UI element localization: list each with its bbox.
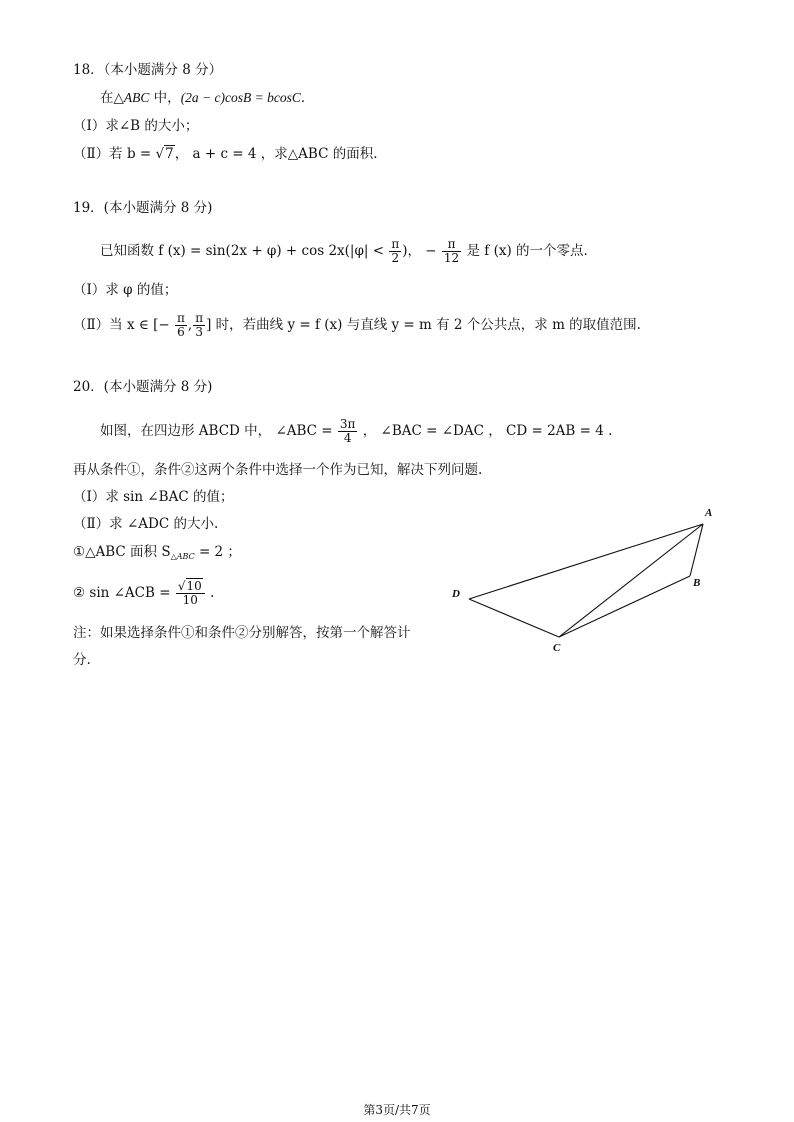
q18-stem-mid: 中， <box>149 90 181 106</box>
q19-frac2-den: 12 <box>443 251 460 265</box>
q20-part1: （Ⅰ）求 sin ∠BAC 的值； <box>73 489 234 505</box>
q18-header: 18．（本小题满分 8 分） <box>73 62 223 78</box>
q18-part2: （Ⅱ）若 b = √7， a + c = 4 ，求△ABC 的面积. <box>73 146 378 162</box>
q19-p2-frac1-num: π <box>177 311 185 325</box>
q20-note-line-1: 注：如果选择条件①和条件②分别解答，按第一个解答计 <box>73 625 411 641</box>
q20-part2: （Ⅱ）求 ∠ADC 的大小. <box>73 516 219 532</box>
q19-p2-frac1-den: 6 <box>177 325 185 339</box>
q19-frac1-num: π <box>391 237 400 251</box>
q20-cond2-prefix: ② sin ∠ACB = <box>73 585 175 601</box>
q20-cond2-suffix: . <box>205 585 215 601</box>
vertex-label-c: C <box>553 642 561 654</box>
q20-cond2-den: 10 <box>182 593 198 607</box>
q20-frac-num: 3π <box>339 417 356 431</box>
q20-cond2-sqrt-value: 10 <box>186 579 202 593</box>
q19-part2-suffix: ] 时，若曲线 y = f (x) 与直线 y = m 有 2 个公共点，求 m 的取值范围. <box>206 317 641 333</box>
q18-stem-end: ． <box>300 90 315 106</box>
vertex-label-a: A <box>705 507 713 519</box>
q20-frac-den: 4 <box>343 431 352 445</box>
edge-da <box>469 524 703 599</box>
q19-part1: （Ⅰ）求 φ 的值； <box>73 282 178 298</box>
q18-part2-prefix: （Ⅱ）若 b = <box>73 146 156 162</box>
q19-p2-frac2-num: π <box>195 311 204 325</box>
q20-condition-1 <box>73 543 241 566</box>
edge-ab <box>690 524 703 576</box>
q20-cond1-prefix: ①△ABC 面积 S <box>73 544 171 560</box>
q18-stem-triangle: ABC <box>123 90 150 105</box>
q20-note-line-2: 分. <box>73 652 91 668</box>
vertex-label-d: D <box>452 588 460 600</box>
q19-stem-suffix: 是 f (x) 的一个零点. <box>462 243 588 259</box>
q19-stem-prefix: 已知函数 f (x) = sin(2x + φ) + cos 2x(|φ| < <box>100 243 389 259</box>
q18-stem <box>100 89 314 107</box>
q20-fraction-3pi-4 <box>338 418 358 445</box>
q20-stem <box>100 416 612 446</box>
quadrilateral-figure <box>440 500 730 660</box>
q19-fraction-pi-2 <box>389 238 401 265</box>
edge-cd <box>469 599 559 637</box>
q18-sqrt-value: 7 <box>165 146 174 162</box>
q19-header: 19．(本小题满分 8 分) <box>73 200 213 216</box>
q18-stem-prefix: 在△ <box>100 90 124 106</box>
page-footer: 第3页/共7页 <box>363 1103 431 1117</box>
q20-header: 20．(本小题满分 8 分) <box>73 379 213 395</box>
q20-stem-suffix: ， ∠BAC = ∠DAC ， CD = 2AB = 4 . <box>358 423 613 439</box>
q18-part1: （Ⅰ）求∠B 的大小； <box>73 118 199 134</box>
vertex-label-b: B <box>693 577 701 589</box>
q20-choose-instruction: 再从条件①，条件②这两个条件中选择一个作为已知，解决下列问题. <box>73 462 483 478</box>
q19-part2-comma: , <box>187 317 193 333</box>
q20-cond1-subscript: △ABC <box>170 552 195 561</box>
q19-frac1-den: 2 <box>391 251 400 265</box>
q19-p2-frac2-den: 3 <box>195 325 203 339</box>
q19-frac2-num: π <box>442 238 461 252</box>
q19-part2-prefix: （Ⅱ）当 x ∈ [− <box>73 317 175 333</box>
q20-cond2-num: √10 <box>176 580 205 594</box>
q19-fraction-pi-3 <box>193 312 205 339</box>
q20-condition-2 <box>73 577 214 609</box>
q18-part2-suffix: ， a + c = 4 ，求△ABC 的面积. <box>174 146 378 162</box>
q20-fraction-sqrt10-10 <box>176 580 205 607</box>
q19-fraction-pi-6 <box>175 312 187 339</box>
q20-cond1-suffix: = 2 ； <box>194 544 241 560</box>
q19-stem-mid: )， − <box>402 243 441 259</box>
q20-stem-prefix: 如图，在四边形 ABCD 中， ∠ABC = <box>100 423 337 439</box>
q18-stem-equation: (2a − c)cosB = bcosC <box>180 90 301 105</box>
q19-fraction-pi-12 <box>442 238 461 265</box>
q19-part2 <box>73 310 641 340</box>
q19-stem <box>100 236 588 266</box>
